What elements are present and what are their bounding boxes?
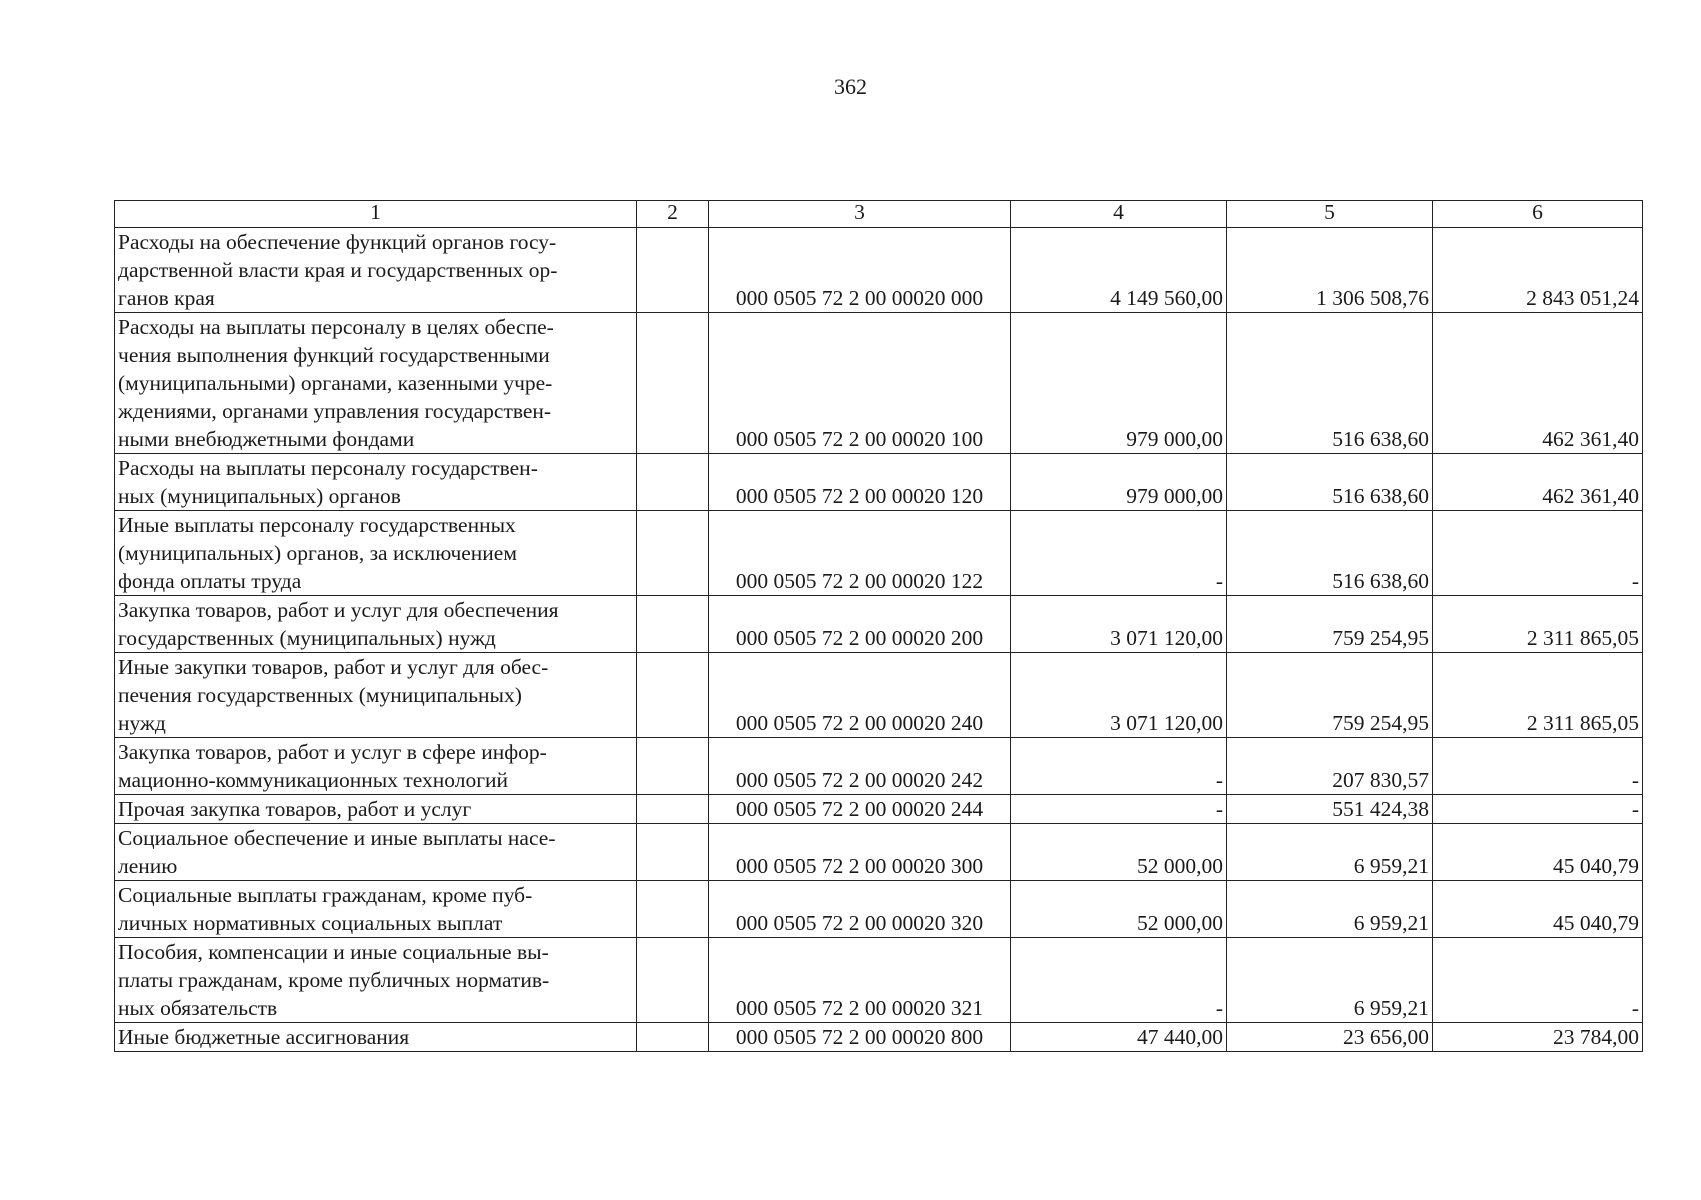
table-row [115,511,1643,596]
table-row [115,938,1643,1023]
column-4-value-cell: 979 000,00 [1011,454,1227,511]
expense-name-cell: Закупка товаров, работ и услуг в сфере инфор- мационно-коммуникационных технологий [115,738,637,795]
column-5-value-cell: 6 959,21 [1227,938,1433,1023]
page-number: 362 [834,74,867,99]
budget-code-cell: 000 0505 72 2 00 00020 800 [709,1023,1011,1052]
column-4-value-cell: 3 071 120,00 [1011,596,1227,653]
budget-code-cell: 000 0505 72 2 00 00020 300 [709,824,1011,881]
column-5-value-cell: 1 306 508,76 [1227,228,1433,313]
column-2-cell [637,738,709,795]
column-4-value-cell: 52 000,00 [1011,824,1227,881]
column-6-value-cell: - [1433,938,1643,1023]
budget-code-cell: 000 0505 72 2 00 00020 242 [709,738,1011,795]
column-5-value-cell: 6 959,21 [1227,824,1433,881]
column-4-value-cell: - [1011,511,1227,596]
table-row [115,653,1643,738]
expense-name-cell: Иные выплаты персоналу государственных (муниципальных) органов, за исключением фонда оплаты труда [115,511,637,596]
column-2-cell [637,313,709,454]
expense-name-cell: Расходы на выплаты персоналу государствен- ных (муниципальных) органов [115,454,637,511]
column-4-value-cell: 979 000,00 [1011,313,1227,454]
column-6-value-cell: 2 843 051,24 [1433,228,1643,313]
column-5-value-cell: 23 656,00 [1227,1023,1433,1052]
budget-table [114,200,1643,1052]
budget-code-cell: 000 0505 72 2 00 00020 100 [709,313,1011,454]
column-2-cell [637,1023,709,1052]
column-5-value-cell: 759 254,95 [1227,653,1433,738]
column-4-value-cell: - [1011,795,1227,824]
expense-name-cell: Иные бюджетные ассигнования [115,1023,637,1052]
table-row [115,795,1643,824]
budget-code-cell: 000 0505 72 2 00 00020 321 [709,938,1011,1023]
table-row [115,738,1643,795]
column-5-value-cell: 516 638,60 [1227,313,1433,454]
table-row [115,596,1643,653]
column-2-cell [637,795,709,824]
column-number-5: 5 [1227,201,1433,228]
budget-code-cell: 000 0505 72 2 00 00020 200 [709,596,1011,653]
table-row [115,228,1643,313]
expense-name-cell: Пособия, компенсации и иные социальные вы- платы гражданам, кроме публичных норматив- ных обязательств [115,938,637,1023]
column-number-2: 2 [637,201,709,228]
budget-code-cell: 000 0505 72 2 00 00020 122 [709,511,1011,596]
column-2-cell [637,881,709,938]
column-2-cell [637,228,709,313]
column-2-cell [637,653,709,738]
expense-name-cell: Иные закупки товаров, работ и услуг для обес- печения государственных (муниципальных) нужд [115,653,637,738]
expense-name-cell: Закупка товаров, работ и услуг для обеспечения государственных (муниципальных) нужд [115,596,637,653]
table-row [115,454,1643,511]
column-6-value-cell: 462 361,40 [1433,313,1643,454]
column-2-cell [637,824,709,881]
column-2-cell [637,511,709,596]
column-number-4: 4 [1011,201,1227,228]
column-5-value-cell: 551 424,38 [1227,795,1433,824]
column-6-value-cell: 45 040,79 [1433,824,1643,881]
budget-code-cell: 000 0505 72 2 00 00020 240 [709,653,1011,738]
table-row [115,313,1643,454]
table-row [115,1023,1643,1052]
budget-code-cell: 000 0505 72 2 00 00020 244 [709,795,1011,824]
column-6-value-cell: 2 311 865,05 [1433,596,1643,653]
column-4-value-cell: 52 000,00 [1011,881,1227,938]
expense-name-cell: Прочая закупка товаров, работ и услуг [115,795,637,824]
column-4-value-cell: - [1011,738,1227,795]
column-6-value-cell: 2 311 865,05 [1433,653,1643,738]
column-4-value-cell: 3 071 120,00 [1011,653,1227,738]
column-6-value-cell: - [1433,795,1643,824]
column-2-cell [637,938,709,1023]
column-6-value-cell: 23 784,00 [1433,1023,1643,1052]
column-4-value-cell: 47 440,00 [1011,1023,1227,1052]
column-2-cell [637,596,709,653]
column-number-3: 3 [709,201,1011,228]
table-row [115,881,1643,938]
column-5-value-cell: 516 638,60 [1227,511,1433,596]
column-6-value-cell: - [1433,738,1643,795]
column-5-value-cell: 207 830,57 [1227,738,1433,795]
expense-name-cell: Расходы на выплаты персоналу в целях обеспе- чения выполнения функций государственными (муниципальными) органами, казенными учре- ждениями, органами управления государствен- ными внебюджетными фондами [115,313,637,454]
column-4-value-cell: - [1011,938,1227,1023]
column-5-value-cell: 759 254,95 [1227,596,1433,653]
expense-name-cell: Социальное обеспечение и иные выплаты насе- лению [115,824,637,881]
column-2-cell [637,454,709,511]
column-number-6: 6 [1433,201,1643,228]
expense-name-cell: Социальные выплаты гражданам, кроме пуб- личных нормативных социальных выплат [115,881,637,938]
column-5-value-cell: 516 638,60 [1227,454,1433,511]
budget-code-cell: 000 0505 72 2 00 00020 000 [709,228,1011,313]
budget-code-cell: 000 0505 72 2 00 00020 320 [709,881,1011,938]
expense-name-cell: Расходы на обеспечение функций органов госу- дарственной власти края и государственных ор- ганов края [115,228,637,313]
table-row [115,824,1643,881]
column-6-value-cell: - [1433,511,1643,596]
column-6-value-cell: 462 361,40 [1433,454,1643,511]
column-6-value-cell: 45 040,79 [1433,881,1643,938]
budget-code-cell: 000 0505 72 2 00 00020 120 [709,454,1011,511]
column-5-value-cell: 6 959,21 [1227,881,1433,938]
column-number-row [115,201,1643,228]
column-number-1: 1 [115,201,637,228]
column-4-value-cell: 4 149 560,00 [1011,228,1227,313]
